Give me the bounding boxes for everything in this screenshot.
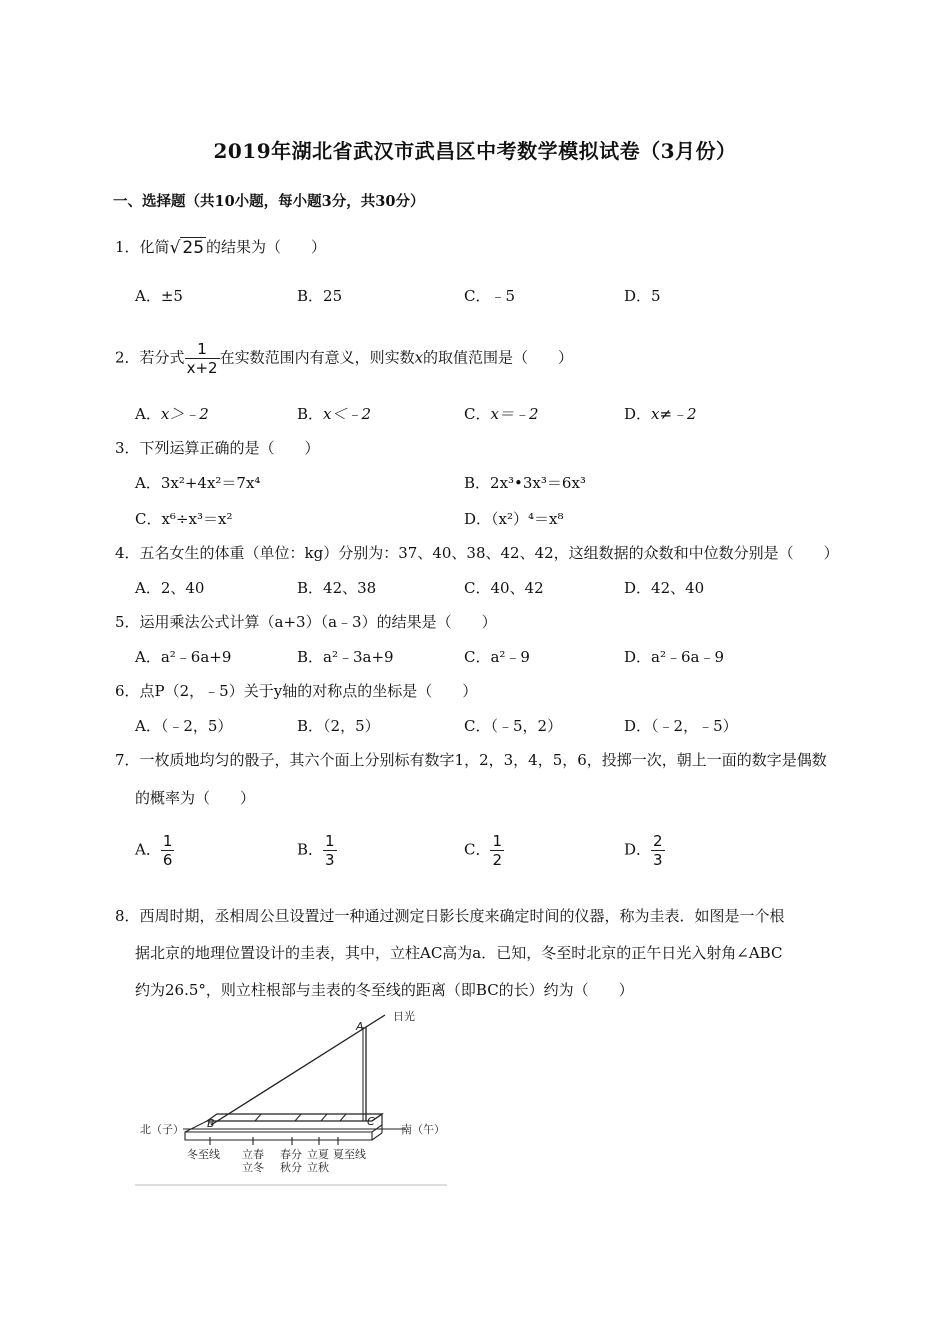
question-5: 5．运用乘法公式计算（a+3）（a﹣3）的结果是（ ） — [115, 613, 497, 631]
question-8-line-3: 约为26.5°，则立柱根部与圭表的冬至线的距离（即BC的长）约为（ ） — [135, 981, 634, 999]
section-heading: 一、选择题（共10小题，每小题3分，共30分） — [113, 193, 425, 210]
question-4: 4．五名女生的体重（单位：kg）分别为：37、40、38、42、42，这组数据的众数和中位数分别是（ ） — [115, 544, 839, 562]
mark-summer-solstice: 夏至线 — [333, 1148, 366, 1161]
option-a: A．2、40 — [135, 579, 205, 597]
question-text: 的取值范围是（ ） — [423, 348, 574, 367]
mark-start-spring: 立春 — [242, 1148, 264, 1161]
option-d: D． $\frac{2}{3}$ — [624, 832, 663, 869]
option-d: D．5 — [624, 287, 661, 305]
option-c: C．x＝﹣2 — [464, 405, 539, 423]
question-text: 若分式 — [139, 348, 185, 367]
option-b: B．a²﹣3a+9 — [297, 648, 394, 666]
question-number: 2． — [115, 348, 140, 367]
option-b: B．（2，5） — [297, 717, 380, 735]
label-c: C — [367, 1115, 375, 1128]
option-c: C．﹣5 — [464, 287, 516, 305]
label-sunlight: 日光 — [393, 1010, 415, 1023]
label-b: B — [207, 1117, 215, 1130]
option-b: B．2x³•3x³＝6x³ — [464, 474, 586, 492]
option-c: C．a²﹣9 — [464, 648, 530, 666]
option-d: D．a²﹣6a﹣9 — [624, 648, 725, 666]
mark-start-autumn: 立秋 — [307, 1161, 329, 1174]
variable: x — [414, 348, 424, 367]
mark-start-summer: 立夏 — [307, 1148, 329, 1161]
option-c: C． $\frac{1}{2}$ — [464, 832, 503, 869]
sqrt-expression: √ 25 — [169, 238, 205, 258]
mark-winter-solstice: 冬至线 — [187, 1148, 220, 1161]
fraction: $\frac{1}{x+2}$ — [186, 340, 218, 377]
option-a: A．x＞﹣2 — [135, 405, 209, 423]
page-title: 2019年湖北省武汉市武昌区中考数学模拟试卷（3月份） — [213, 139, 737, 163]
mark-spring-equinox: 春分 — [280, 1148, 302, 1161]
option-b: B．25 — [297, 287, 343, 305]
option-c: C．（﹣5，2） — [464, 717, 563, 735]
question-6: 6．点P（2，﹣5）关于y轴的对称点的坐标是（ ） — [115, 682, 478, 700]
question-7-line-2: 的概率为（ ） — [135, 789, 256, 807]
question-2 — [115, 340, 573, 377]
mark-autumn-equinox: 秋分 — [280, 1161, 302, 1174]
label-south: 南（午） — [401, 1123, 445, 1136]
option-a: A．3x²+4x²＝7x⁴ — [135, 474, 261, 492]
question-text: 在实数范围内有意义，则实数 — [219, 348, 415, 367]
option-a: A．±5 — [135, 287, 183, 305]
base-top — [207, 1114, 382, 1121]
label-north: 北（子） — [140, 1123, 184, 1136]
option-c: C．40、42 — [464, 579, 544, 597]
question-8-line-2: 据北京的地理位置设计的圭表，其中，立柱AC高为a．已知，冬至时北京的正午日光入射角∠ABC — [135, 944, 783, 962]
option-b: B．x＜﹣2 — [297, 405, 372, 423]
option-c: C．x⁶÷x³＝x² — [135, 510, 233, 528]
question-text: 的结果为（ ） — [206, 238, 327, 256]
gnomon-diagram — [135, 1010, 450, 1188]
option-a: A． $\frac{1}{6}$ — [135, 832, 173, 869]
question-text: 化简 — [139, 238, 170, 256]
option-d: D．x≠﹣2 — [624, 405, 697, 423]
option-a: A．（﹣2，5） — [135, 717, 233, 735]
option-b: B．42、38 — [297, 579, 377, 597]
option-b: B． $\frac{1}{3}$ — [297, 832, 335, 869]
question-1 — [115, 236, 326, 258]
question-number: 1． — [115, 238, 140, 256]
base-front — [185, 1132, 372, 1140]
question-3: 3．下列运算正确的是（ ） — [115, 439, 320, 457]
question-8-line-1: 8．西周时期，丞相周公旦设置过一种通过测定日影长度来确定时间的仪器，称为圭表．如图是一个根 — [115, 907, 785, 925]
option-a: A．a²﹣6a+9 — [135, 648, 232, 666]
option-d: D．（﹣2，﹣5） — [624, 717, 738, 735]
option-d: D．42、40 — [624, 579, 705, 597]
mark-start-winter: 立冬 — [242, 1161, 264, 1174]
question-7-line-1: 7．一枚质地均匀的骰子，其六个面上分别标有数字1，2，3，4，5，6，投掷一次，朝上一面的数字是偶数 — [115, 751, 827, 769]
label-a: A — [356, 1020, 364, 1033]
option-d: D．（x²）⁴＝x⁸ — [464, 510, 564, 528]
